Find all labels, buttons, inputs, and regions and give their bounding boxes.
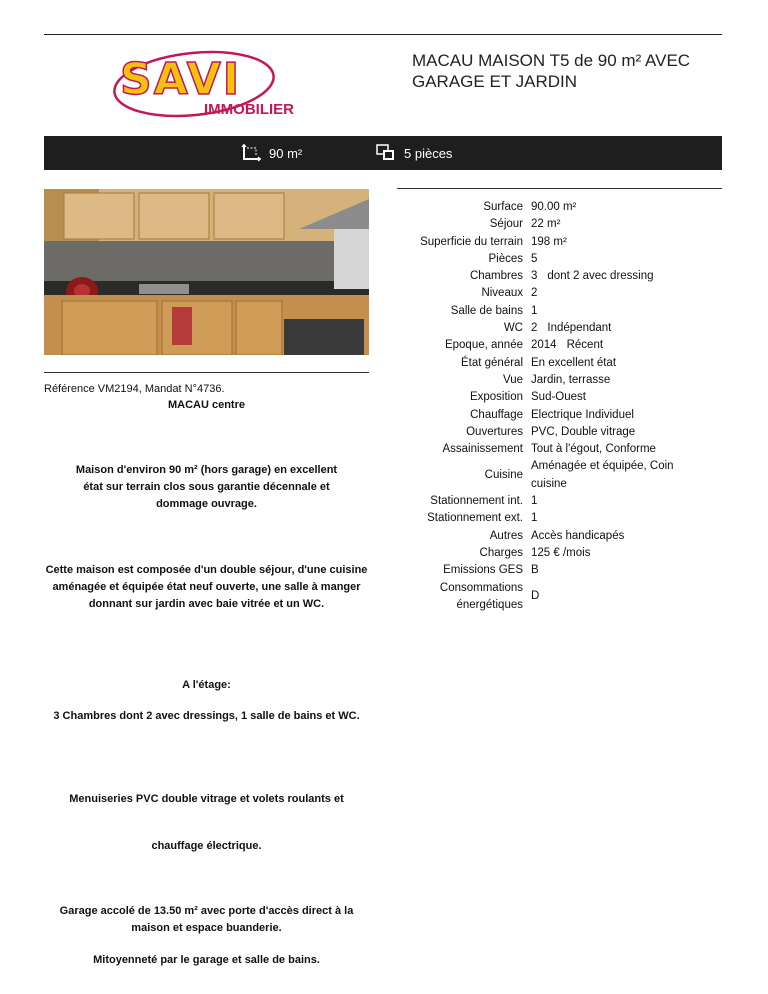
spec-extra: Récent <box>566 339 604 352</box>
spec-value <box>531 562 711 579</box>
spec-label: Ouvertures <box>466 425 523 438</box>
summary-bar <box>44 136 722 170</box>
location: MACAU centre <box>167 399 245 411</box>
svg-text:SAVI: SAVI <box>120 54 242 105</box>
svg-text:IMMOBILIER: IMMOBILIER <box>204 101 294 118</box>
spec-label: Chambres <box>469 270 523 283</box>
spec-label: Chauffage <box>470 408 523 421</box>
spec-row <box>399 389 711 406</box>
spec-value <box>531 234 711 251</box>
spec-value <box>531 320 711 337</box>
spec-label: Surface <box>483 201 523 213</box>
description-intro: Maison d'environ 90 m² (hors garage) en excellent état sur terrain clos sous garantie décennale et dommage ouvrage. <box>75 464 338 510</box>
spec-row <box>399 424 711 441</box>
spec-value <box>531 545 711 562</box>
surface-icon <box>241 144 261 162</box>
spec-label: Consommations énergétiques <box>439 581 523 611</box>
spec-value-text: 125 € /mois <box>531 546 591 559</box>
rooms-value: 5 pièces <box>404 145 453 161</box>
spec-row <box>399 528 711 545</box>
spec-label: Exposition <box>469 391 523 404</box>
spec-value-text: 2 <box>531 322 538 335</box>
description-floor-heading: A l'étage: <box>182 679 231 691</box>
spec-value <box>531 285 711 302</box>
spec-row <box>399 562 711 579</box>
spec-row <box>399 372 711 389</box>
rooms-summary <box>376 144 452 162</box>
description-joinery: Menuiseries PVC double vitrage et volets roulants et <box>69 793 344 805</box>
spec-row <box>399 199 711 216</box>
spec-value-text: 2 <box>531 287 538 300</box>
spec-label: Séjour <box>489 218 523 231</box>
spec-value <box>531 216 711 233</box>
spec-value <box>531 493 711 510</box>
spec-row <box>399 407 711 424</box>
top-divider <box>44 34 722 35</box>
spec-value-text: 3 <box>531 270 538 283</box>
spec-value-text: Tout à l'égout, Conforme <box>531 443 656 456</box>
spec-label: Vue <box>502 373 523 386</box>
spec-row <box>399 320 711 337</box>
spec-value-text: Aménagée et équipée, Coin cuisine <box>531 460 674 490</box>
spec-value-text: Accès handicapés <box>531 529 625 542</box>
savi-logo <box>112 48 302 120</box>
spec-value <box>531 458 711 493</box>
right-divider <box>397 188 722 189</box>
spec-value-text: 22 m² <box>531 218 561 231</box>
description-heating: chauffage électrique. <box>151 840 262 852</box>
spec-value-text: Jardin, terrasse <box>531 373 611 386</box>
listing-title: MACAU MAISON T5 de 90 m² AVEC GARAGE ET JARDIN <box>412 51 691 91</box>
spec-row <box>399 303 711 320</box>
spec-value-text: 1 <box>531 512 538 525</box>
spec-value-text: En excellent état <box>531 356 617 369</box>
spec-value-text: Electrique Individuel <box>531 408 634 421</box>
spec-label: Stationnement ext. <box>427 512 523 525</box>
spec-value <box>531 441 711 458</box>
spec-row <box>399 234 711 251</box>
spec-row <box>399 337 711 354</box>
spec-label: Pièces <box>488 252 523 265</box>
surface-summary <box>241 144 302 162</box>
spec-row <box>399 580 711 615</box>
spec-row <box>399 355 711 372</box>
reference: Référence VM2194, Mandat N°4736. <box>44 383 225 395</box>
spec-extra: dont 2 avec dressing <box>547 270 654 283</box>
spec-value-text: 1 <box>531 304 538 317</box>
spec-row <box>399 441 711 458</box>
description-floor: 3 Chambres dont 2 avec dressings, 1 salle de bains et WC. <box>53 710 360 722</box>
spec-value <box>531 337 711 354</box>
spec-value-text: 198 m² <box>531 235 567 248</box>
spec-label: Emissions GES <box>443 564 523 577</box>
spec-extra: Indépendant <box>547 322 612 335</box>
spec-row <box>399 251 711 268</box>
spec-row <box>399 216 711 233</box>
spec-value <box>531 389 711 406</box>
spec-value <box>531 510 711 527</box>
spec-row <box>399 510 711 527</box>
spec-row <box>399 268 711 285</box>
spec-value-text: 5 <box>531 252 538 265</box>
spec-value-text: 90.00 m² <box>531 201 577 213</box>
spec-label: Niveaux <box>481 287 523 300</box>
spec-label: Autres <box>489 529 523 542</box>
description-garage: Garage accolé de 13.50 m² avec porte d'accès direct à la maison et espace buanderie. <box>59 905 354 934</box>
spec-label: État général <box>460 356 523 369</box>
spec-value <box>531 303 711 320</box>
spec-label: Stationnement int. <box>430 495 523 508</box>
spec-value <box>531 424 711 441</box>
spec-value <box>531 251 711 268</box>
spec-row <box>399 458 711 493</box>
surface-value: 90 m² <box>269 145 303 161</box>
spec-label: Salle de bains <box>450 304 523 317</box>
spec-row <box>399 545 711 562</box>
spec-value <box>531 407 711 424</box>
spec-value <box>531 372 711 389</box>
description-layout: Cette maison est composée d'un double séjour, d'une cuisine aménagée et équipée état neuf ouverte, une salle à manger donnant sur jardin avec baie vitrée et un WC. <box>45 564 368 610</box>
spec-row <box>399 493 711 510</box>
kitchen-photo <box>44 189 369 355</box>
spec-value <box>531 580 711 615</box>
spec-value <box>531 528 711 545</box>
specs-table <box>399 199 711 614</box>
spec-label: Epoque, année <box>444 339 523 352</box>
spec-value <box>531 355 711 372</box>
rooms-icon <box>376 144 396 162</box>
spec-value-text: D <box>531 590 540 603</box>
spec-value-text: 2014 <box>531 339 557 352</box>
spec-value <box>531 268 711 285</box>
spec-label: Cuisine <box>484 469 523 482</box>
spec-label: WC <box>503 322 523 335</box>
spec-value-text: 1 <box>531 495 538 508</box>
left-divider <box>44 372 369 373</box>
spec-label: Superficie du terrain <box>420 235 523 248</box>
spec-row <box>399 285 711 302</box>
spec-value <box>531 199 711 216</box>
spec-value-text: Sud-Ouest <box>531 391 586 404</box>
spec-label: Assainissement <box>442 443 523 456</box>
description-party-wall: Mitoyenneté par le garage et salle de bains. <box>93 954 320 966</box>
spec-value-text: B <box>531 564 539 577</box>
spec-label: Charges <box>479 546 523 559</box>
spec-value-text: PVC, Double vitrage <box>531 425 636 438</box>
